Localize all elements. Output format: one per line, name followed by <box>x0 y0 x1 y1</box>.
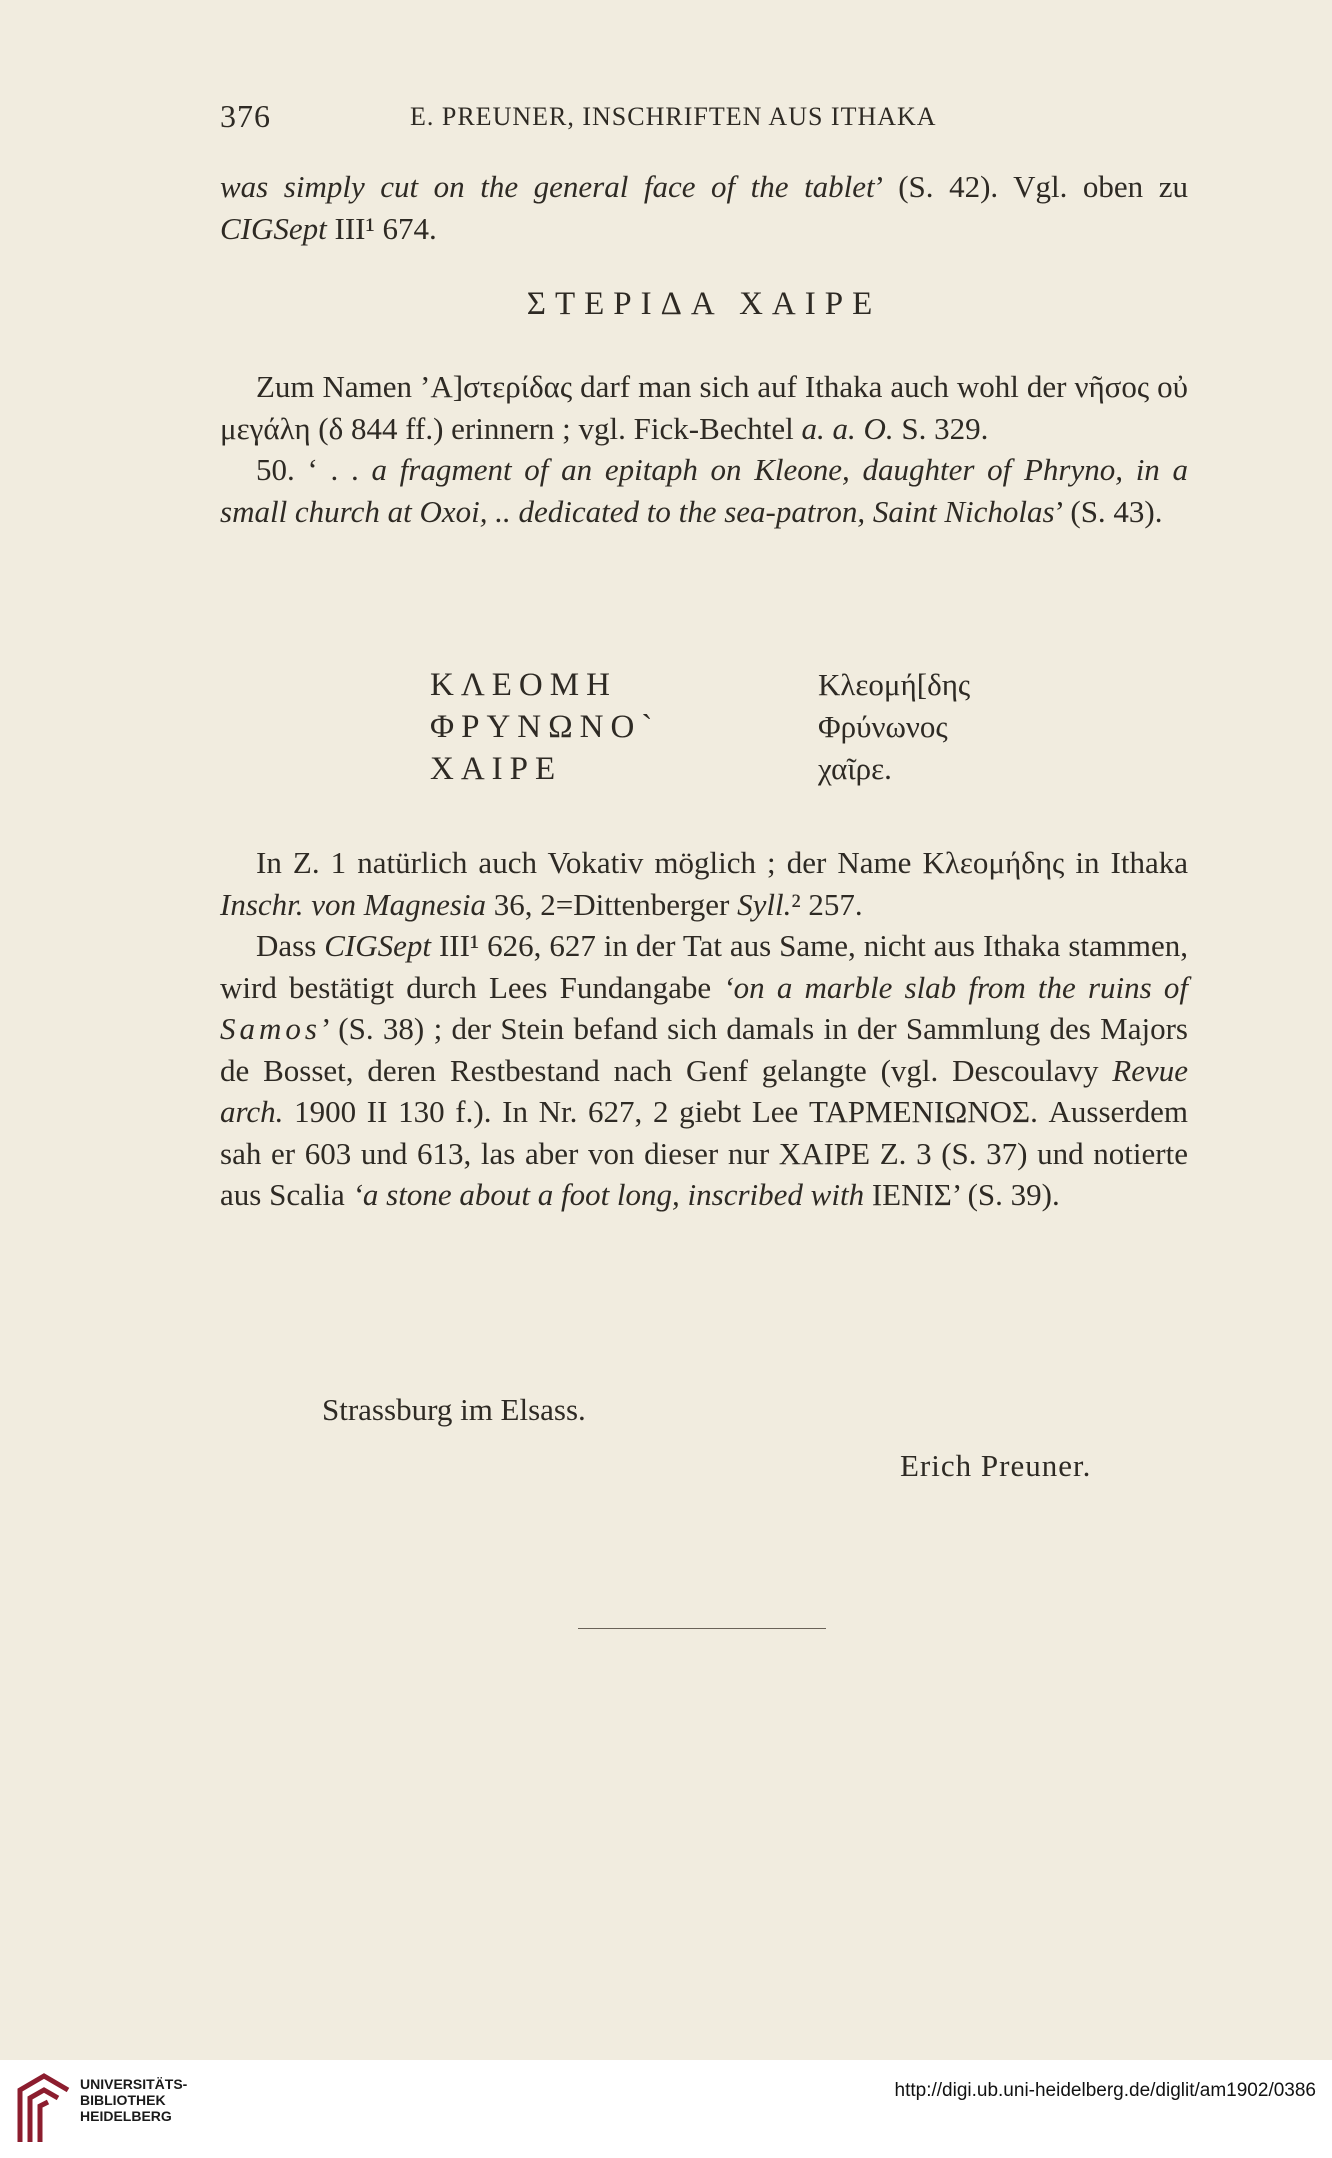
page-number: 376 <box>220 98 271 134</box>
institution-line-3: HEIDELBERG <box>80 2108 172 2124</box>
para5-italic-revue: Revue arch. <box>220 1052 1188 1129</box>
place-line: Strassburg im Elsass. <box>322 1392 586 1427</box>
university-library-logo-icon <box>14 2072 74 2146</box>
para5-h: 1900 II 130 f.). In Nr. 627, 2 giebt Lee ΤΑΡΜΕΝΙΩΝΟΣ. Ausserdem sah er 603 und 613, las aber von dieser nur ΧΑΙΡΕ Z. 3 (S. 37) und notierte aus Scalia <box>220 1094 1188 1212</box>
ref-italic: CIGSept <box>220 210 327 246</box>
quote-italic: was simply cut on the general face of the tablet <box>220 169 875 204</box>
inscription-line-3: ΧΑΙΡΕ <box>430 751 563 787</box>
library-footer <box>0 2060 1332 2158</box>
page-header <box>220 98 1190 138</box>
para5-italic-lee: ‘on a marble slab from the ruins of <box>723 969 1189 1005</box>
transcription-line-1: Κλεομή[δης <box>818 667 971 702</box>
para1-tail: ’ (S. 42). Vgl. oben zu <box>874 169 1188 204</box>
para3-tail: ’ (S. 43). <box>1054 493 1163 529</box>
para4-a: In Z. 1 natürlich auch Vokativ möglich ; der Name Κλεομήδης in Ithaka <box>256 845 1188 880</box>
para5-italic-cig: CIGSept <box>324 928 431 963</box>
digital-source-url[interactable]: http://digi.ub.uni-heidelberg.de/diglit/am1902/0386 <box>894 2080 1316 2101</box>
transcription-line-3: χαῖρε. <box>818 751 892 786</box>
end-rule-divider <box>578 1628 826 1629</box>
inscription-block <box>430 664 659 790</box>
para4-e: ² 257. <box>791 886 863 922</box>
paragraph-continuation <box>220 166 1188 249</box>
para4-c: 36, 2=Dittenberger <box>493 886 730 922</box>
inscription-line-2: ΦΡΥΝΩΝΟ` <box>430 709 660 745</box>
para5-italic-stone: ‘a stone about a foot long, inscribed with <box>352 1177 865 1212</box>
quote-open: ‘ . . <box>307 452 359 487</box>
para4-italic-syll: Syll. <box>737 886 792 922</box>
transcription-block <box>818 664 970 790</box>
running-title: E. PREUNER, INSCHRIFTEN AUS ITHAKA <box>410 102 937 131</box>
institution-name <box>80 2076 187 2124</box>
commentary <box>220 842 1188 1216</box>
inscription-line-1: ΚΛΕΟΜΗ <box>430 667 617 703</box>
institution-line-2: BIBLIOTHEK <box>80 2092 166 2108</box>
institution-line-1: UNIVERSITÄTS- <box>80 2076 188 2092</box>
para5-c: III¹ 626, 627 in der Tat aus Same, nicht aus Ithaka stammen, wird bestätigt durch Lees Fundangabe <box>220 928 1189 1005</box>
entry-number: 50. <box>256 452 295 487</box>
para5-spaced-samos: Samos <box>220 1011 321 1046</box>
para4-italic-magnesia: Inschr. von Magnesia <box>220 886 487 922</box>
para2-text: Zum Namen ’Α]στερίδας darf man sich auf Ithaka auch wohl der νῆσος οὐ μεγάλη (δ 844 ff.) erinnern ; vgl. Fick-Bechtel <box>220 369 1188 446</box>
para5-j: ΙΕΝΙΣ’ (S. 39). <box>871 1177 1060 1212</box>
author-signature: Erich Preuner. <box>900 1448 1092 1483</box>
ref-tail: III¹ 674. <box>334 210 437 246</box>
para5-a: Dass <box>256 928 317 963</box>
section-heading: ΣΤΕΡΙΔΑ ΧΑΙΡΕ <box>526 286 882 322</box>
para2-italic: a. a. O. <box>801 410 894 446</box>
paragraph-name <box>220 366 1188 532</box>
epitaph-quote: a fragment of an epitaph on Kleone, daughter of Phryno, in a small church at Oxoi, .. dedicated to the sea-patron, Saint Nicholas <box>220 452 1189 529</box>
para5-f: ’ (S. 38) ; der Stein befand sich damals in der Sammlung des Majors de Bosset, deren Restbestand nach Genf gelangte (vgl. Descoulavy <box>220 1011 1188 1088</box>
transcription-line-2: Φρύνωνος <box>818 709 948 744</box>
para2-tail: S. 329. <box>901 410 989 446</box>
